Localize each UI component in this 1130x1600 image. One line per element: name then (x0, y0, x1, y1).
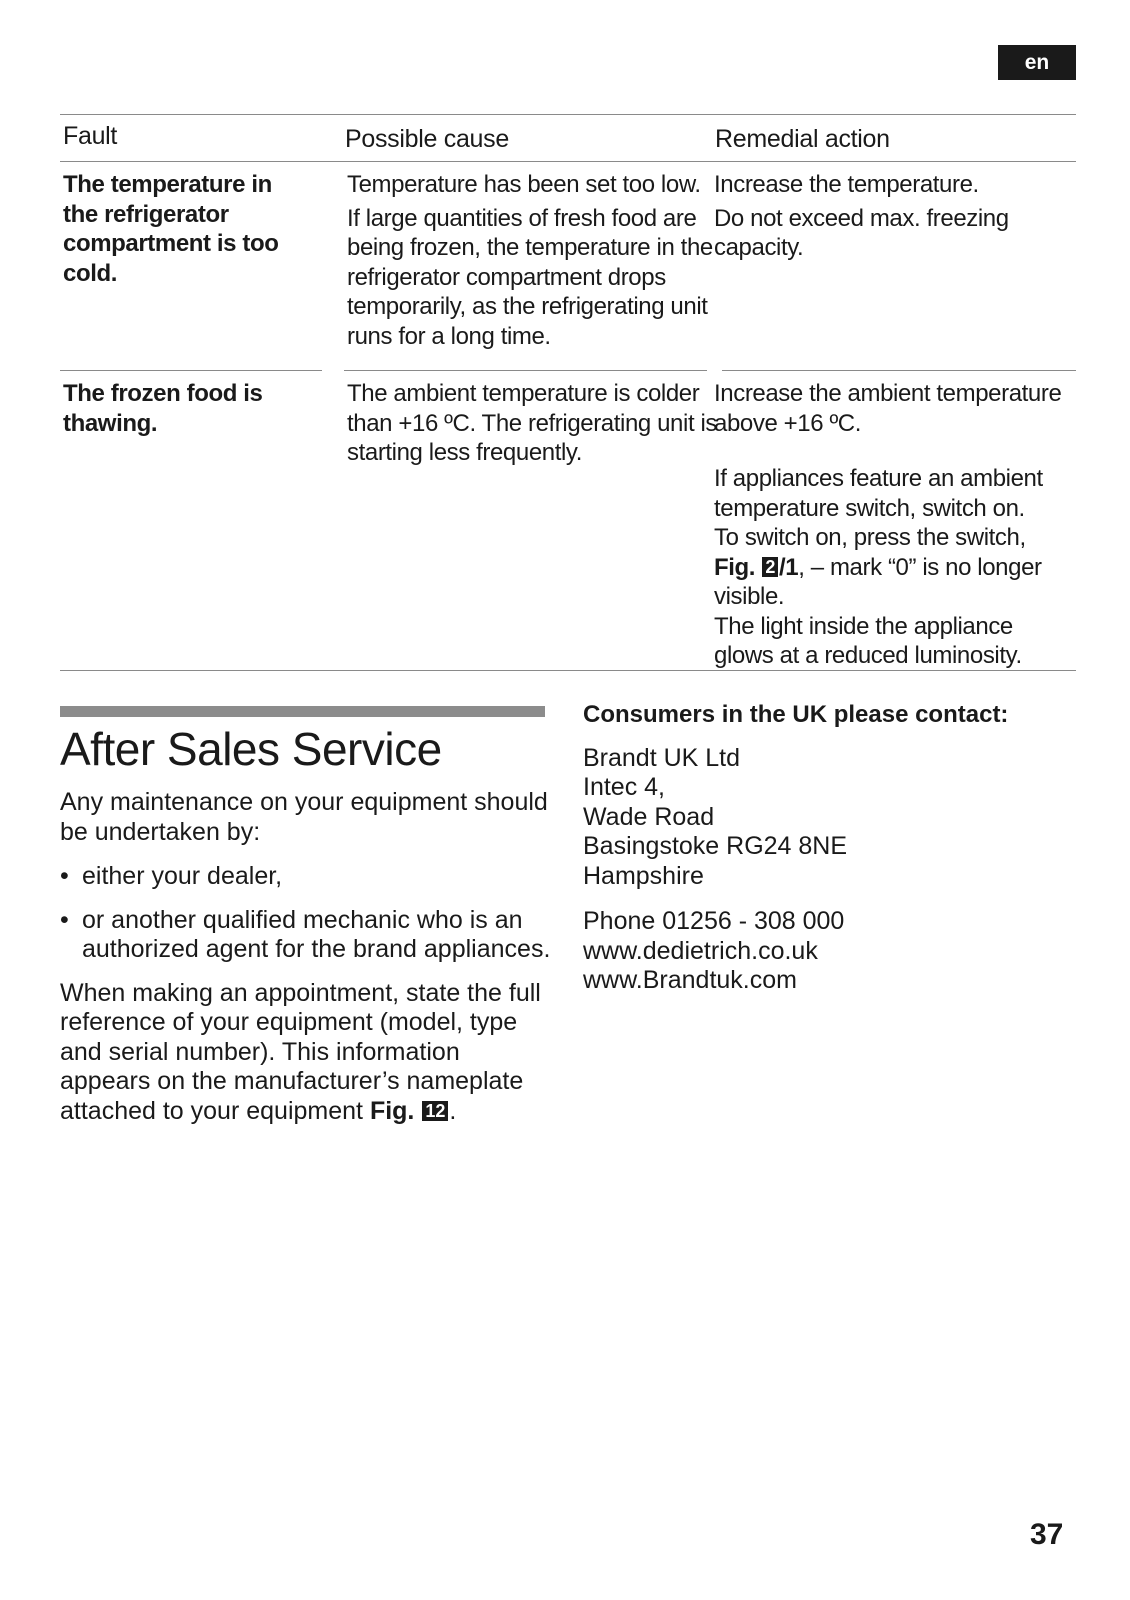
website-link[interactable]: www.dedietrich.co.uk (583, 936, 818, 965)
action-text: Do not exceed max. freezing capacity. (714, 204, 1009, 261)
contact-block (583, 700, 1076, 996)
table-row-2-actions (714, 379, 1076, 671)
service-text (60, 788, 555, 1141)
row-rule (722, 370, 1076, 371)
header-fault: Fault (63, 122, 118, 150)
action-text: If appliances feature an ambient temperature switch, switch on. (714, 465, 1043, 522)
cause-text: Temperature has been set too low. (347, 171, 701, 198)
list-item: • or another qualified mechanic who is an authorized agent for the brand appliances. (60, 906, 555, 965)
table-bottom-rule (60, 670, 1076, 671)
table-top-rule (60, 114, 1076, 115)
language-badge: en (998, 45, 1076, 80)
action-text: Increase the ambient temperature above +16 ºC. (714, 380, 1062, 437)
action-text: , – mark “0” is no longer visible. (714, 553, 1042, 610)
address-line: Intec 4, (583, 773, 665, 801)
cause-text: If large quantities of fresh food are being frozen, the temperature in the refrigerator compartment drops temporarily, as the refrigerating unit runs for a long time. (347, 204, 713, 350)
contact-address (583, 744, 1076, 892)
table-row-1-fault: The temperature in the refrigerator compartment is too cold. (63, 171, 279, 287)
cause-text: The ambient temperature is colder than +16 ºC. The refrigerating unit is starting less frequently. (347, 380, 718, 466)
row-rule (344, 370, 707, 371)
header-rule (60, 161, 1076, 162)
contact-title: Consumers in the UK please contact: (583, 701, 1009, 728)
action-text: To switch on, press the switch, (714, 524, 1026, 551)
address-line: Brandt UK Ltd (583, 743, 741, 772)
fig-end: . (449, 1096, 457, 1125)
fig-number: 2 (762, 557, 778, 577)
website-link[interactable]: www.Brandtuk.com (583, 966, 797, 994)
table-row-2-causes (347, 379, 717, 472)
service-bullets (60, 862, 555, 965)
section-divider-bar (60, 706, 545, 717)
table-row-1-causes (347, 170, 717, 355)
table-row-2-fault: The frozen food is thawing. (63, 380, 263, 437)
list-item: • either your dealer, (60, 862, 555, 892)
fig-label: Fig. (369, 1096, 415, 1125)
page-number: 37 (1030, 1518, 1064, 1551)
action-fig-line (714, 553, 1076, 612)
header-possible-cause: Possible cause (345, 125, 509, 153)
header-remedial-action: Remedial action (715, 125, 890, 153)
contact-details (583, 907, 1076, 996)
fig-number: 12 (422, 1101, 448, 1121)
phone-number: Phone 01256 - 308 000 (583, 907, 845, 935)
address-line: Hampshire (583, 861, 704, 890)
table-row-1-actions (714, 170, 1064, 267)
fig-suffix: /1 (778, 553, 799, 581)
address-line: Basingstoke RG24 8NE (583, 832, 848, 860)
address-line: Wade Road (583, 802, 715, 831)
row-rule (60, 370, 322, 371)
action-text: Increase the temperature. (714, 171, 979, 198)
section-title: After Sales Service (60, 723, 442, 775)
appointment-body: When making an appointment, state the full reference of your equipment (model, type and serial number). This information appears on the manufacturer’s nameplate attached to your equipment (60, 978, 541, 1125)
intro-text: Any maintenance on your equipment should be undertaken by: (60, 788, 548, 846)
appointment-text (60, 979, 555, 1127)
action-text: The light inside the appliance glows at a reduced luminosity. (714, 612, 1022, 669)
fig-label: Fig. (714, 553, 756, 581)
